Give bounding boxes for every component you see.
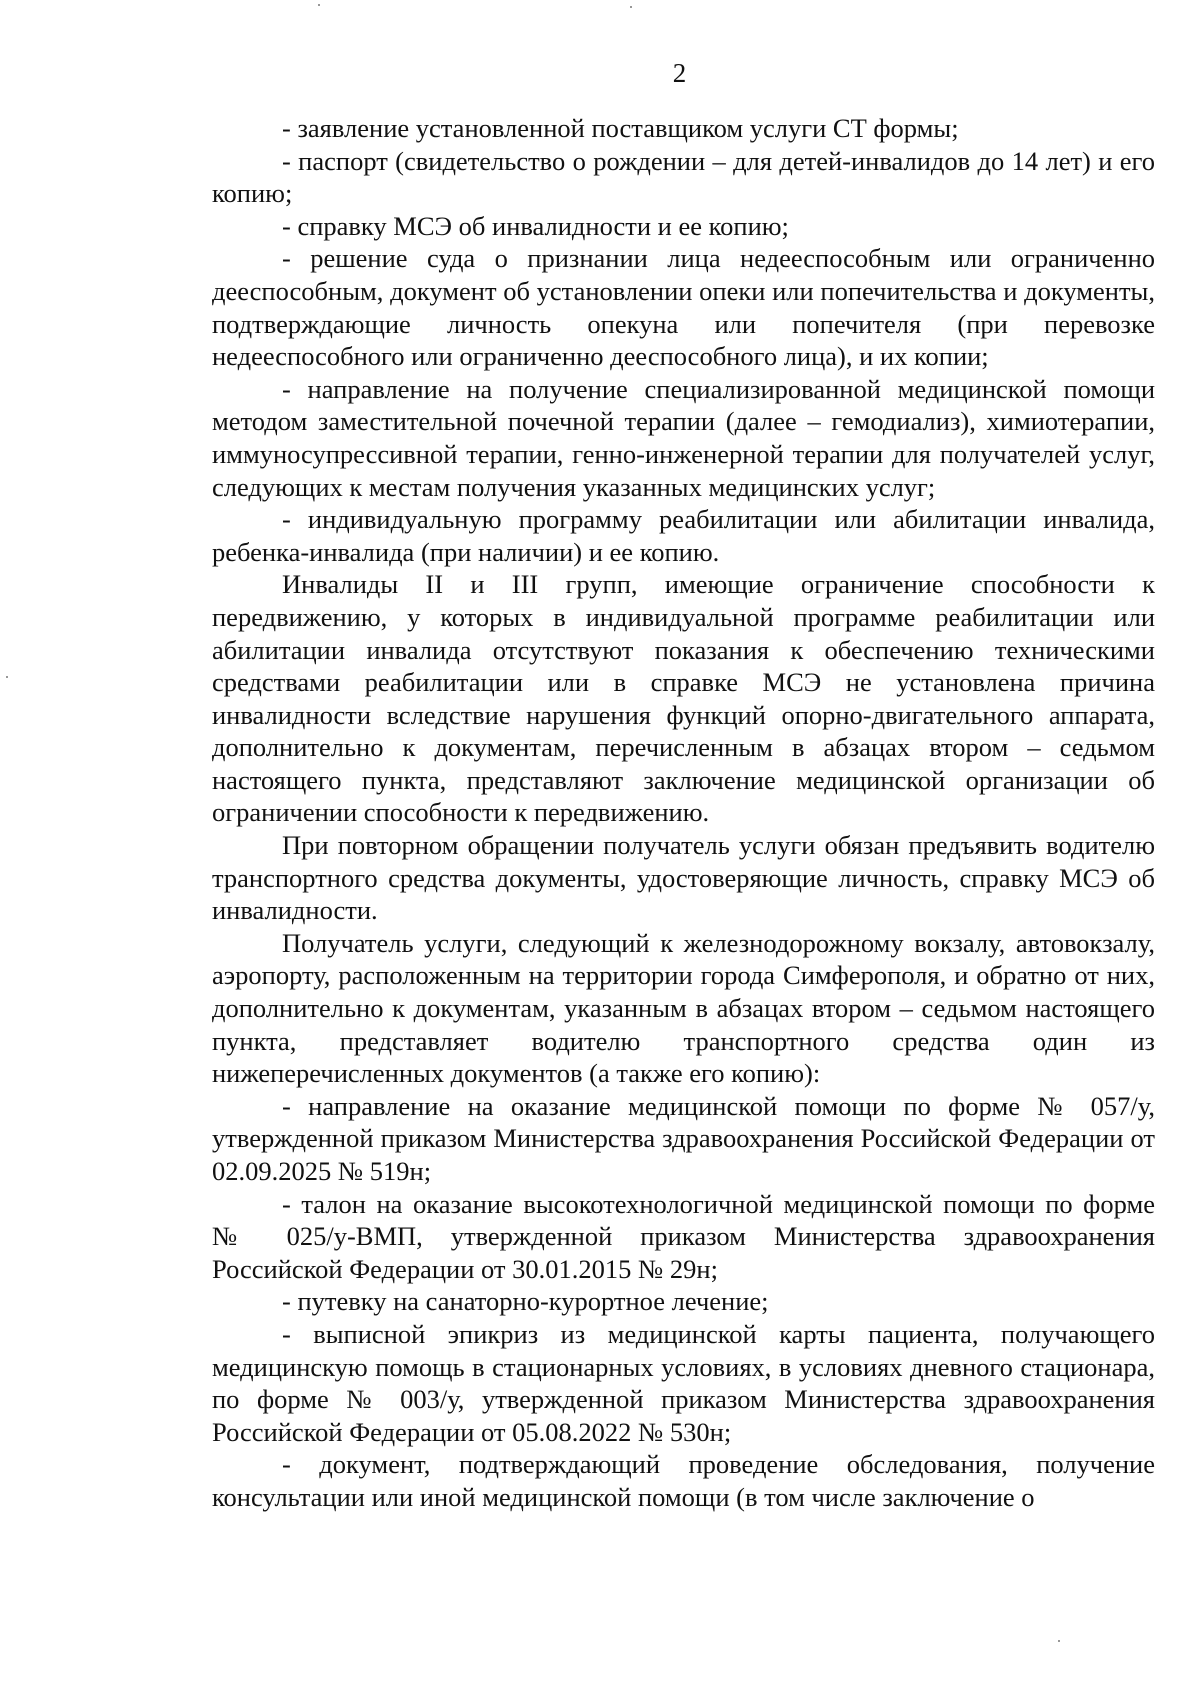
paragraph-station-travel: Получатель услуги, следующий к железнодорожному вокзалу, автовокзалу, аэропорту, расположенным на территории города Симферополя, и обратно от них, дополнительно к документам, указанным в абзацах втором – седьмом настоящего пункта, представляет водителю транспортного средства один из нижеперечисленных документов (а также его копию):: [212, 927, 1155, 1089]
paragraph-passport: - паспорт (свидетельство о рождении – для детей-инвалидов до 14 лет) и его копию;: [212, 145, 1155, 209]
paragraph-rehabilitation-program: - индивидуальную программу реабилитации или абилитации инвалида, ребенка-инвалида (при наличии) и ее копию.: [212, 504, 1155, 567]
paragraph-repeat-request: При повторном обращении получатель услуги обязан предъявить водителю транспортного средства документы, удостоверяющие личность, справку МСЭ об инвалидности.: [212, 830, 1155, 926]
paragraph-application-form: - заявление установленной поставщиком услуги СТ формы;: [282, 113, 959, 143]
paragraph-examination-document: - документ, подтверждающий проведение обследования, получение консультации или иной медицинской помощи (в том числе заключение о: [212, 1449, 1155, 1512]
scan-speck: [1058, 1640, 1060, 1642]
paragraph-court-decision: - решение суда о признании лица недееспособным или ограниченно дееспособным, документ об установлении опеки или попечительства и документы, подтверждающие личность опекуна или попечителя (при перевозке недееспособного или ограниченно дееспособного лица), и их копии;: [212, 243, 1155, 372]
document-body: [212, 112, 1155, 1514]
page-number: 2: [672, 58, 687, 88]
paragraph-medical-referral: - направление на получение специализированной медицинской помощи методом заместительной почечной терапии (далее – гемодиализ), химиотерапии, иммуносупрессивной терапии, генно-инженерной терапии для получателей услуг, следующих к местам получения указанных медицинских услуг;: [212, 373, 1155, 502]
scan-speck: [318, 4, 320, 6]
paragraph-discharge-summary: - выписной эпикриз из медицинской карты пациента, получающего медицинскую помощь в стационарных условиях, в условиях дневного стационара, по форме № 003/у, утвержденной приказом Министерства здравоохранения Российской Федерации от 05.08.2022 № 530н;: [212, 1318, 1155, 1447]
paragraph-form-057: - направление на оказание медицинской помощи по форме № 057/у, утвержденной приказом Министерства здравоохранения Российской Федерации от 02.09.2025 № 519н;: [212, 1090, 1155, 1186]
scan-speck: [6, 676, 8, 678]
paragraph-form-025: - талон на оказание высокотехнологичной медицинской помощи по форме № 025/у-ВМП, утвержденной приказом Министерства здравоохранения Российской Федерации от 30.01.2015 № 29н;: [212, 1188, 1155, 1284]
paragraph-disability-groups: Инвалиды II и III групп, имеющие ограничение способности к передвижению, у которых в индивидуальной программе реабилитации или абилитации инвалида отсутствуют показания к обеспечению техническими средствами реабилитации или в справке МСЭ не установлена причина инвалидности вследствие нарушения функций опорно-двигательного аппарата, дополнительно к документам, перечисленным в абзацах втором – седьмом настоящего пункта, представляют заключение медицинской организации об ограничении способности к передвижению.: [212, 569, 1155, 828]
paragraph-mse-certificate: - справку МСЭ об инвалидности и ее копию;: [282, 210, 789, 241]
paragraph-sanatorium-voucher: - путевку на санаторно-курортное лечение;: [282, 1286, 769, 1317]
scan-speck: [630, 6, 632, 8]
